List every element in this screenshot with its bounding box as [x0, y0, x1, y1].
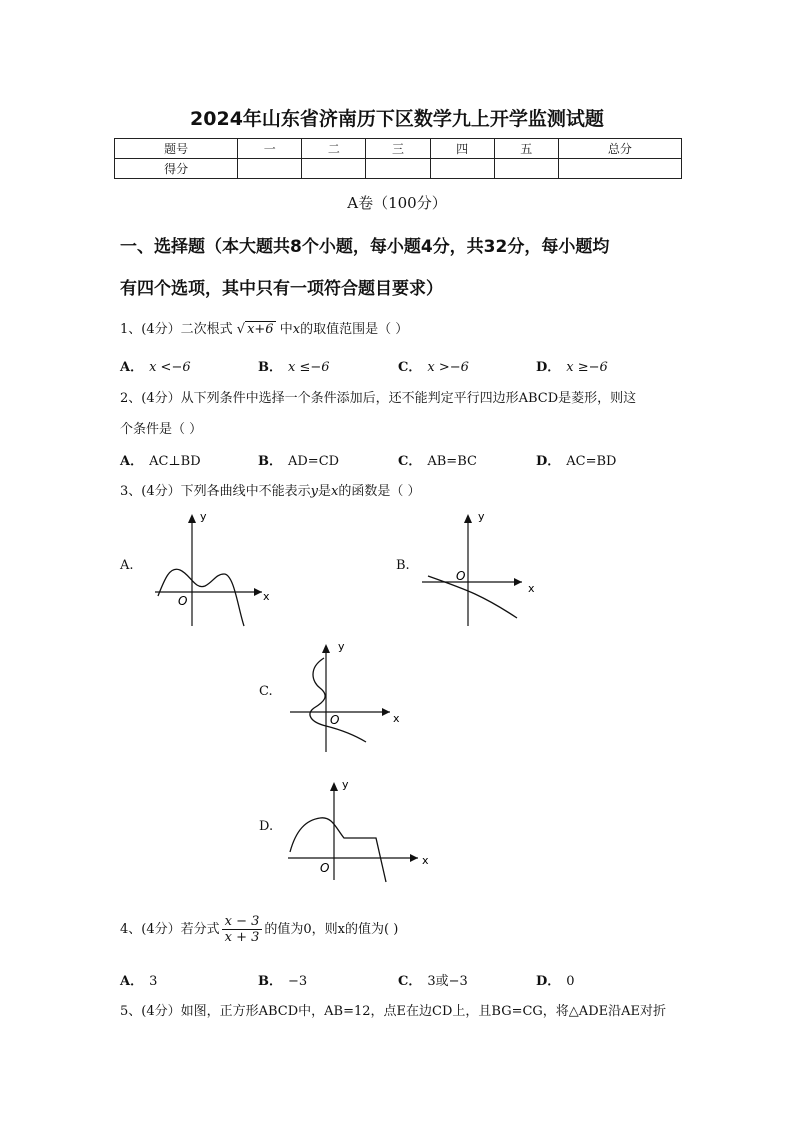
option-text: 3 — [149, 974, 158, 989]
score-header-cell: 二 — [302, 139, 366, 159]
option-text: −3 — [288, 974, 308, 989]
q4-prefix: 4、(4分）若分式 — [120, 922, 220, 937]
section-1-heading-line2: 有四个选项，其中只有一项符合题目要求） — [120, 279, 443, 299]
origin-label: O — [330, 713, 340, 727]
origin-label: O — [178, 594, 188, 608]
option-label: C． — [398, 974, 422, 989]
q3-graph-c[interactable] — [286, 638, 411, 758]
option-label: C． — [398, 454, 422, 469]
q3-suffix: 的函数是（ ） — [338, 484, 421, 499]
option-text: AC=BD — [566, 454, 617, 469]
y-label: y — [342, 778, 349, 791]
q3-mid: 是 — [317, 484, 331, 499]
q4-option-b[interactable] — [258, 970, 307, 989]
option-text: AC⊥BD — [149, 454, 201, 469]
q2-option-c[interactable] — [398, 450, 477, 469]
option-text: x <−6 — [149, 360, 191, 375]
question-2-line1: 2、(4分）从下列条件中选择一个条件添加后，还不能判定平行四边形ABCD是菱形，则这 — [120, 391, 637, 406]
q3-graph-b[interactable] — [420, 508, 545, 633]
option-label: A． — [120, 360, 144, 375]
origin-label: O — [320, 861, 330, 875]
score-header-cell: 三 — [366, 139, 430, 159]
q1-prefix: 1、(4分）二次根式 — [120, 322, 233, 337]
q3-option-b-label[interactable]: B. — [396, 558, 410, 573]
option-label: A． — [120, 454, 144, 469]
score-table — [114, 138, 682, 179]
question-1 — [120, 318, 690, 337]
q1-option-d[interactable] — [536, 356, 608, 375]
origin-label: O — [456, 569, 466, 583]
x-arrow — [382, 708, 390, 716]
section-1-heading-line1: 一、选择题（本大题共8个小题，每小题4分，共32分，每小题均 — [120, 237, 610, 257]
q1-suffix: 的取值范围是（ ） — [300, 322, 409, 337]
q1-option-a[interactable] — [120, 356, 191, 375]
y-label: y — [478, 510, 485, 523]
q3-var-y: y — [310, 484, 318, 499]
curve — [158, 569, 244, 626]
q1-option-c[interactable] — [398, 356, 469, 375]
q3-option-c-label[interactable]: C. — [259, 684, 273, 699]
question-2-line2: 个条件是（ ） — [120, 422, 203, 437]
y-arrow — [188, 514, 196, 523]
option-label: B． — [258, 360, 282, 375]
option-label: D． — [536, 974, 561, 989]
option-label: D． — [536, 454, 561, 469]
x-label: x — [263, 590, 270, 603]
q2-option-d[interactable] — [536, 450, 617, 469]
q3-option-d-label[interactable]: D. — [259, 819, 274, 834]
exam-title: 2024年山东省济南历下区数学九上开学监测试题 — [190, 108, 604, 130]
score-header-cell: 五 — [494, 139, 558, 159]
option-label: B． — [258, 454, 282, 469]
score-row-label: 得分 — [115, 159, 238, 179]
question-5-line1: 5、(4分）如图，正方形ABCD中，AB=12，点E在边CD上，且BG=CG，将△ADE沿AE对折 — [120, 1004, 666, 1019]
score-table-score-row — [115, 159, 682, 179]
score-header-cell: 四 — [430, 139, 494, 159]
score-cell[interactable] — [494, 159, 558, 179]
q3-var-x: x — [331, 484, 339, 499]
q1-option-b[interactable] — [258, 356, 330, 375]
q1-mid: 中 — [279, 322, 293, 337]
question-4 — [120, 914, 690, 945]
q4-fraction — [222, 914, 263, 945]
score-table-header-row — [115, 139, 682, 159]
score-cell[interactable] — [238, 159, 302, 179]
q4-numerator: x − 3 — [222, 914, 263, 930]
score-cell[interactable] — [366, 159, 430, 179]
y-arrow — [464, 514, 472, 523]
x-label: x — [393, 712, 400, 725]
option-text: AD=CD — [288, 454, 340, 469]
q4-suffix: 的值为0，则x的值为( ) — [264, 922, 399, 937]
y-arrow — [330, 782, 338, 791]
q1-sqrt: √ x+6 — [236, 322, 274, 337]
score-header-cell: 总分 — [558, 139, 681, 159]
x-arrow — [410, 854, 418, 862]
option-text: x >−6 — [427, 360, 469, 375]
score-cell[interactable] — [430, 159, 494, 179]
q4-option-a[interactable] — [120, 970, 157, 989]
x-label: x — [528, 582, 535, 595]
option-label: A． — [120, 974, 144, 989]
option-label: C． — [398, 360, 422, 375]
option-label: D． — [536, 360, 561, 375]
x-arrow — [514, 578, 522, 586]
q3-graph-a[interactable] — [150, 508, 280, 633]
q3-option-a-label[interactable]: A. — [120, 558, 134, 573]
q1-var: x — [292, 322, 301, 337]
y-arrow — [322, 644, 330, 653]
x-label: x — [422, 854, 429, 867]
option-text: 0 — [566, 974, 575, 989]
q3-prefix: 3、(4分）下列各曲线中不能表示 — [120, 484, 311, 499]
score-header-cell: 一 — [238, 139, 302, 159]
option-text: x ≤−6 — [288, 360, 330, 375]
q4-denominator: x + 3 — [224, 930, 260, 945]
question-3 — [120, 480, 690, 499]
q3-graph-d[interactable] — [284, 776, 434, 886]
y-label: y — [200, 510, 207, 523]
y-label: y — [338, 640, 345, 653]
q1-radicand: x+6 — [247, 322, 274, 337]
piecewise-curve — [290, 818, 386, 882]
option-text: 3或−3 — [427, 974, 468, 989]
option-label: B． — [258, 974, 282, 989]
section-a-heading: A卷（100分） — [347, 194, 447, 212]
x-arrow — [254, 588, 262, 596]
q4-option-d[interactable] — [536, 970, 575, 989]
q2-option-b[interactable] — [258, 450, 339, 469]
score-header-cell: 题号 — [115, 139, 238, 159]
q4-option-c[interactable] — [398, 970, 468, 989]
q2-option-a[interactable] — [120, 450, 201, 469]
score-cell[interactable] — [302, 159, 366, 179]
option-text: AB=BC — [427, 454, 477, 469]
score-cell[interactable] — [558, 159, 681, 179]
option-text: x ≥−6 — [566, 360, 608, 375]
s-curve — [310, 658, 366, 742]
